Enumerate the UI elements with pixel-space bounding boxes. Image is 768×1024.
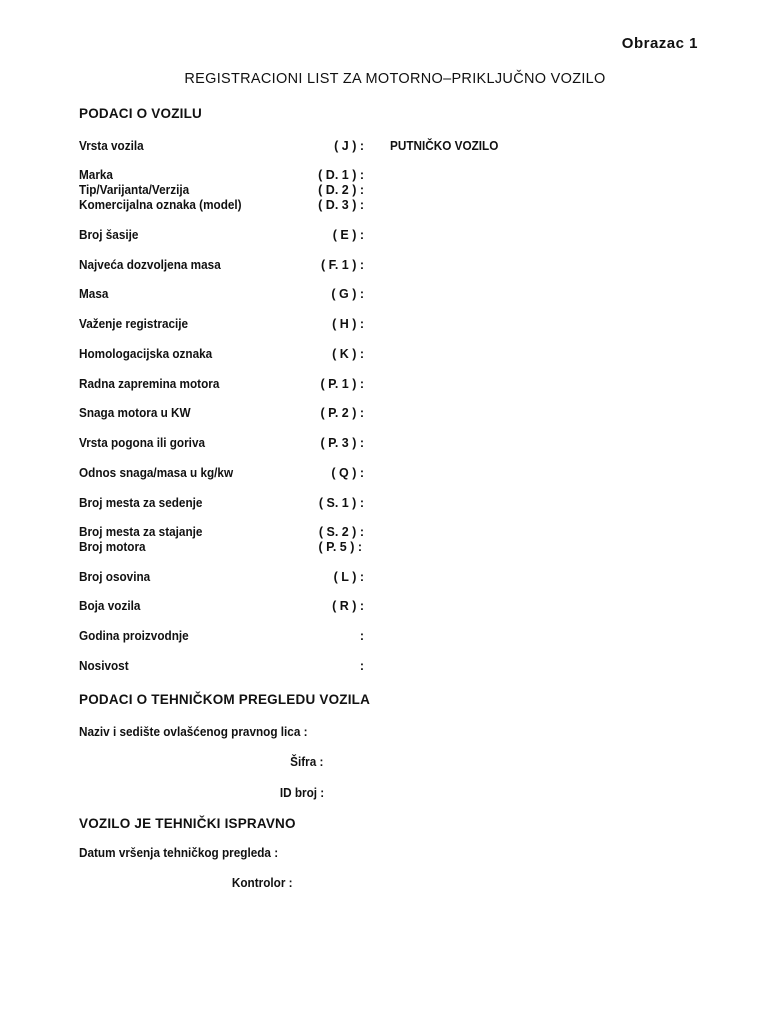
field-code-odnos-snaga-masa: ( Q ) : [331, 466, 364, 480]
field-code-vazenje-registracije: ( H ) : [332, 317, 364, 331]
field-code-nosivost: : [359, 659, 364, 673]
field-code-homologacijska-oznaka: ( K ) : [332, 347, 364, 361]
field-code-mesta-stajanje: ( S. 2 ) : [318, 525, 364, 539]
field-label-vrsta-pogona: Vrsta pogona ili goriva [79, 436, 206, 450]
field-code-marka: ( D. 1 ) : [318, 168, 364, 182]
field-value-vrsta-vozila: PUTNIČKO VOZILO [390, 139, 499, 153]
field-label-broj-sasije: Broj šasije [79, 228, 139, 242]
authorized-entity-label: Naziv i sedište ovlašćenog pravnog lica : [79, 725, 308, 739]
field-label-radna-zapremina: Radna zapremina motora [79, 377, 220, 391]
field-code-godina-proizvodnje: : [359, 629, 364, 643]
field-code-vrsta-pogona: ( P. 3 ) : [320, 436, 364, 450]
result-section-heading: VOZILO JE TEHNIČKI ISPRAVNO [79, 816, 296, 831]
field-code-komercijalna-oznaka: ( D. 3 ) : [318, 198, 364, 212]
code-label: Šifra : [289, 755, 323, 769]
field-code-masa: ( G ) : [331, 287, 364, 301]
field-label-boja-vozila: Boja vozila [79, 599, 141, 613]
vehicle-section-heading: PODACI O VOZILU [79, 106, 203, 121]
field-label-komercijalna-oznaka: Komercijalna oznaka (model) [79, 198, 242, 212]
controller-label: Kontrolor : [232, 876, 293, 890]
field-label-mesta-sedenje: Broj mesta za sedenje [79, 496, 203, 510]
field-label-vazenje-registracije: Važenje registracije [79, 317, 189, 331]
field-code-mesta-sedenje: ( S. 1 ) : [318, 496, 364, 510]
field-label-broj-motora: Broj motora [79, 540, 146, 554]
field-label-masa: Masa [79, 287, 109, 301]
field-label-vrsta-vozila: Vrsta vozila [79, 139, 144, 153]
field-label-najveca-masa: Najveća dozvoljena masa [79, 258, 221, 272]
field-code-najveca-masa: ( F. 1 ) : [320, 258, 364, 272]
field-code-radna-zapremina: ( P. 1 ) : [320, 377, 364, 391]
field-code-snaga-motora: ( P. 2 ) : [320, 406, 364, 420]
field-code-vrsta-vozila: ( J ) : [334, 139, 364, 153]
id-number-label: ID broj : [279, 786, 324, 800]
field-code-broj-motora: ( P. 5 ) : [318, 540, 362, 554]
form-title: REGISTRACIONI LIST ZA MOTORNO–PRIKLJUČNO VOZILO [184, 71, 606, 87]
field-label-nosivost: Nosivost [79, 659, 129, 673]
inspection-section-heading: PODACI O TEHNIČKOM PREGLEDU VOZILA [79, 692, 371, 707]
field-label-snaga-motora: Snaga motora u KW [79, 406, 191, 420]
field-label-marka: Marka [79, 168, 113, 182]
field-code-tip: ( D. 2 ) : [318, 183, 364, 197]
form-number: Obrazac 1 [621, 35, 698, 52]
field-label-odnos-snaga-masa: Odnos snaga/masa u kg/kw [79, 466, 234, 480]
field-label-broj-osovina: Broj osovina [79, 570, 151, 584]
field-label-tip: Tip/Varijanta/Verzija [79, 183, 190, 197]
field-code-broj-osovina: ( L ) : [333, 570, 364, 584]
field-code-broj-sasije: ( E ) : [332, 228, 364, 242]
field-label-homologacijska-oznaka: Homologacijska oznaka [79, 347, 213, 361]
field-code-boja-vozila: ( R ) : [332, 599, 364, 613]
field-label-godina-proizvodnje: Godina proizvodnje [79, 629, 189, 643]
inspection-date-label: Datum vršenja tehničkog pregleda : [79, 846, 279, 860]
field-label-mesta-stajanje: Broj mesta za stajanje [79, 525, 203, 539]
